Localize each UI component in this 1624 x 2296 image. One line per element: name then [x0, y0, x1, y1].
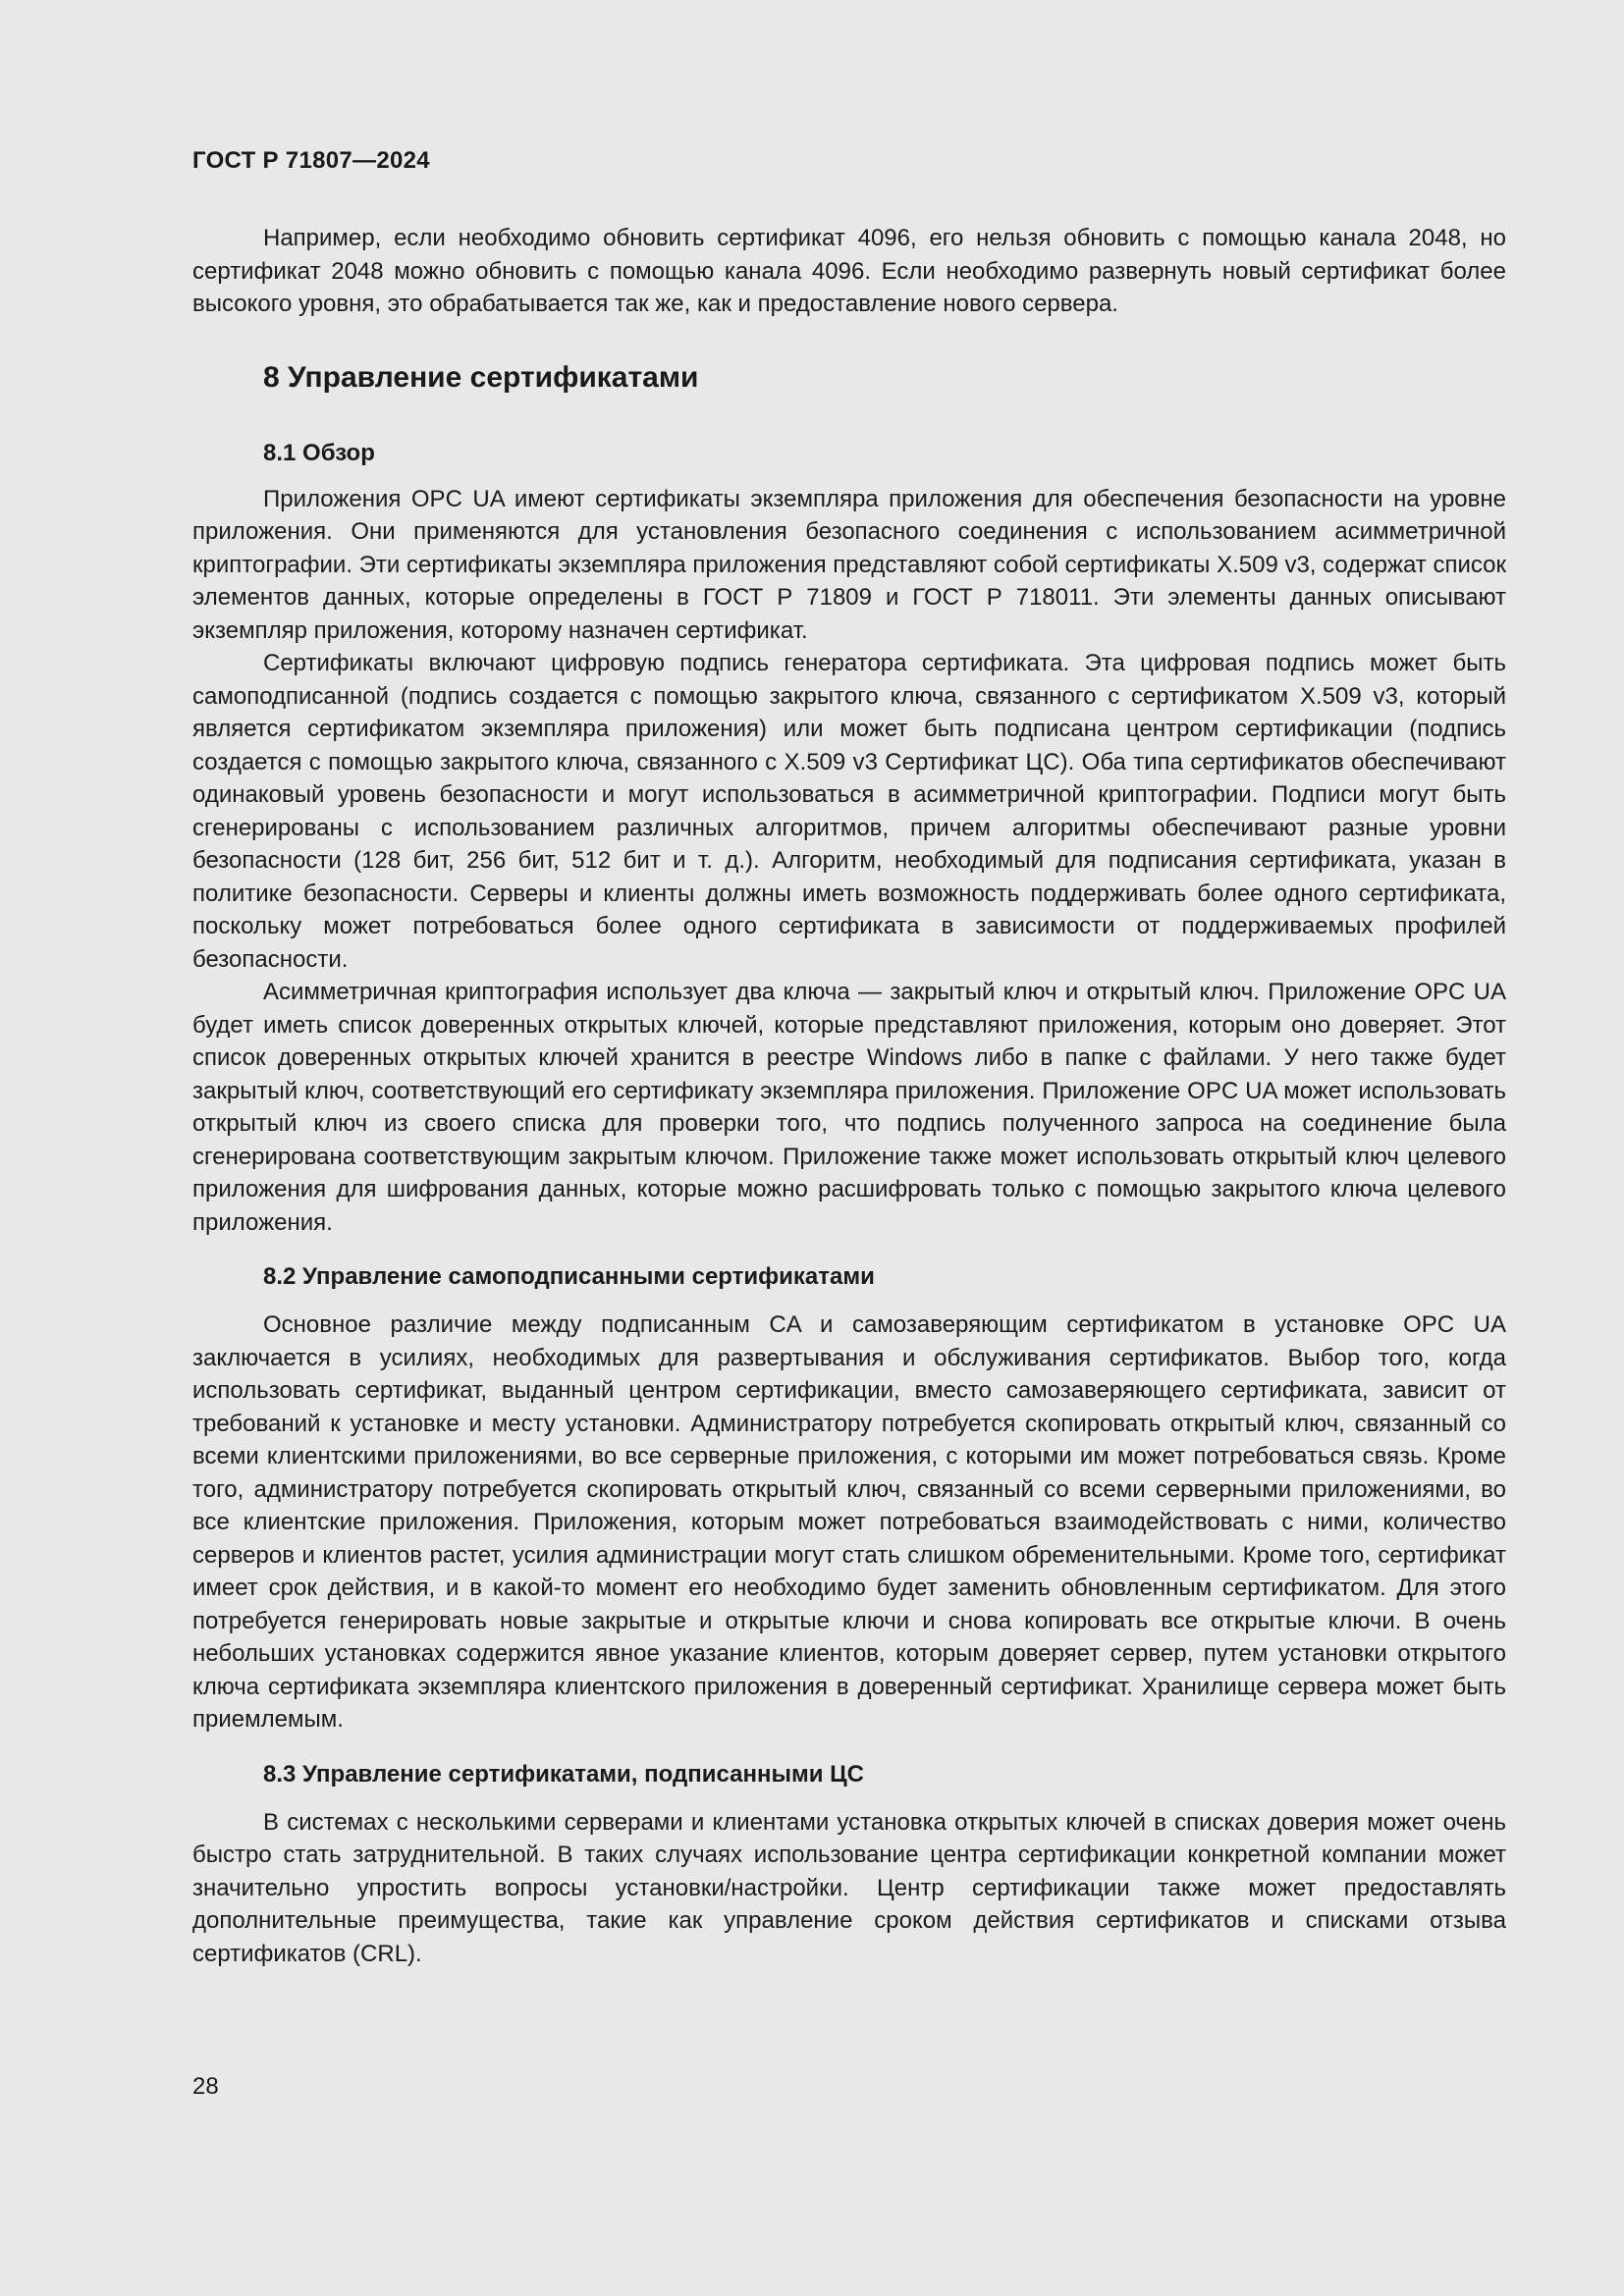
document-body: [192, 222, 1506, 1970]
intro-paragraph: Например, если необходимо обновить сертификат 4096, его нельзя обновить с помощью канала 2048, но сертификат 2048 можно обновить с помощью канала 4096. Если необходимо развернуть новый сертификат более высокого уровня, это обрабатывается так же, как и предоставление нового сервера.: [192, 225, 1506, 317]
section-8-3-title: 8.3 Управление сертификатами, подписанными ЦС: [263, 1760, 864, 1788]
section-8-title: 8 Управление сертификатами: [263, 360, 699, 394]
section-8-2-title: 8.2 Управление самоподписанными сертификатами: [263, 1263, 875, 1290]
section-8-1-paragraph-2: Сертификаты включают цифровую подпись генератора сертификата. Эта цифровая подпись может быть самоподписанной (подпись создается с помощью закрытого ключа, связанного с сертификатом X.509 v3, который является сертификатом экземпляра приложения) или может быть подписана центром сертификации (подпись создается с помощью закрытого ключа, связанного с X.509 v3 Сертификат ЦС). Оба типа сертификатов обеспечивают одинаковый уровень безопасности и могут использоваться в асимметричной криптографии. Подписи могут быть сгенерированы с использованием различных алгоритмов, причем алгоритмы обеспечивают разные уровни безопасности (128 бит, 256 бит, 512 бит и т. д.). Алгоритм, необходимый для подписания сертификата, указан в политике безопасности. Серверы и клиенты должны иметь возможность поддерживать более одного сертификата, поскольку может потребоваться более одного сертификата в зависимости от поддерживаемых профилей безопасности.: [192, 650, 1506, 973]
section-8-1-title: 8.1 Обзор: [263, 439, 375, 466]
document-header: ГОСТ Р 71807—2024: [192, 147, 430, 174]
section-8-1-paragraph-1: Приложения OPC UA имеют сертификаты экземпляра приложения для обеспечения безопасности на уровне приложения. Они применяются для установления безопасного соединения с использованием асимметричной криптографии. Эти сертификаты экземпляра приложения представляют собой сертификаты X.509 v3, содержат список элементов данных, которые определены в ГОСТ Р 71809 и ГОСТ Р 718011. Эти элементы данных описывают экземпляр приложения, которому назначен сертификат.: [192, 485, 1506, 644]
page-number: 28: [192, 2073, 219, 2100]
section-8-3-paragraph-1: В системах с несколькими серверами и клиентами установка открытых ключей в списках доверия может очень быстро стать затруднительной. В таких случаях использование центра сертификации конкретной компании может значительно упростить вопросы установки/настройки. Центр сертификации также может предоставлять дополнительные преимущества, такие как управление сроком действия сертификатов и списками отзыва сертификатов (CRL).: [192, 1808, 1506, 1967]
section-8-1-paragraph-3: Асимметричная криптография использует два ключа — закрытый ключ и открытый ключ. Приложение OPC UA будет иметь список доверенных открытых ключей, которые представляют приложения, которым оно доверяет. Этот список доверенных открытых ключей хранится в реестре Windows либо в папке с файлами. У него также будет закрытый ключ, соответствующий его сертификату экземпляра приложения. Приложение OPC UA может использовать открытый ключ из своего списка для проверки того, что подпись полученного запроса на соединение была сгенерирована соответствующим закрытым ключом. Приложение также может использовать открытый ключ целевого приложения для шифрования данных, которые можно расшифровать только с помощью закрытого ключа целевого приложения.: [192, 979, 1506, 1236]
section-8-2-paragraph-1: Основное различие между подписанным CA и самозаверяющим сертификатом в установке OPC UA заключается в усилиях, необходимых для развертывания и обслуживания сертификатов. Выбор того, когда использовать сертификат, выданный центром сертификации, вместо самозаверяющего сертификата, зависит от требований к установке и месту установки. Администратору потребуется скопировать открытый ключ, связанный со всеми клиентскими приложениями, во все серверные приложения, с которыми им может потребоваться связь. Кроме того, администратору потребуется скопировать открытый ключ, связанный со всеми серверными приложениями, во все клиентские приложения. Приложения, которым может потребоваться взаимодействовать с ними, количество серверов и клиентов растет, усилия администрации могут стать слишком обременительными. Кроме того, сертификат имеет срок действия, и в какой-то момент его необходимо будет заменить обновленным сертификатом. Для этого потребуется генерировать новые закрытые и открытые ключи и снова копировать все открытые ключи. В очень небольших установках содержится явное указание клиентов, которым доверяет сервер, путем установки открытого ключа сертификата экземпляра клиентского приложения в доверенный сертификат. Хранилище сервера может быть приемлемым.: [192, 1311, 1506, 1733]
